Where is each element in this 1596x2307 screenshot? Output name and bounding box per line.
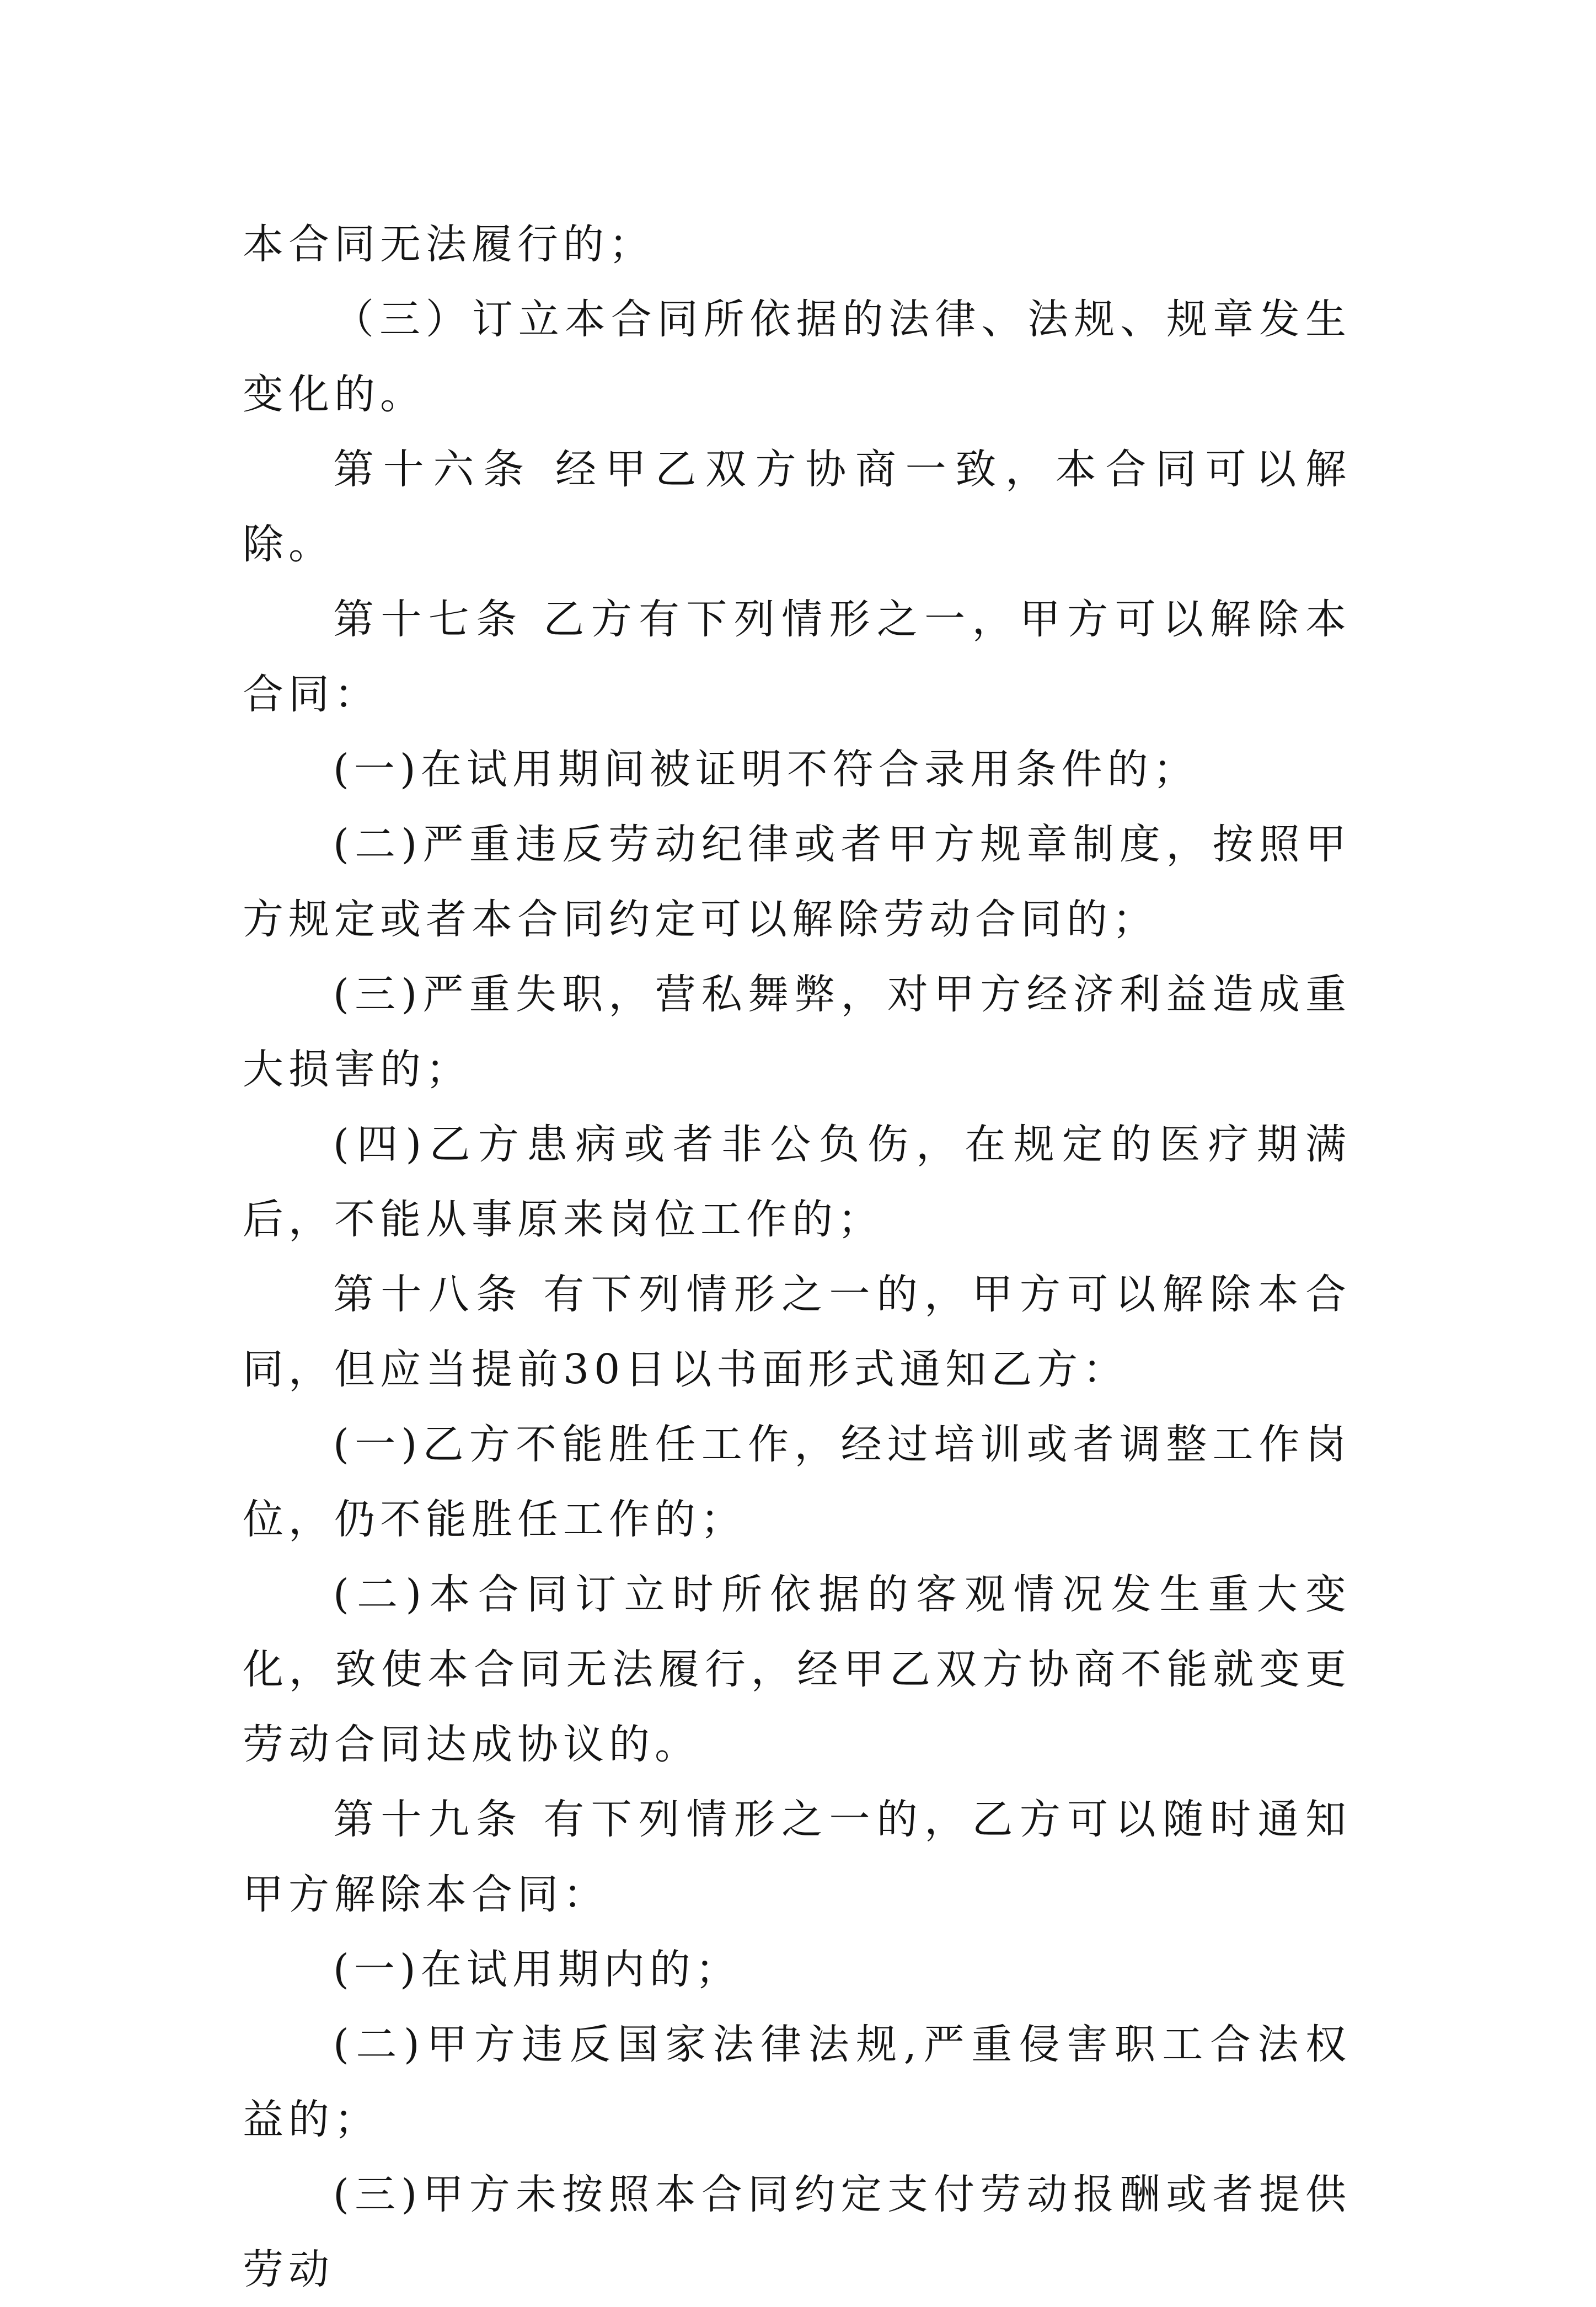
paragraph-article-17-item-2: (二)严重违反劳动纪律或者甲方规章制度，按照甲方规定或者本合同约定可以解除劳动合同的； xyxy=(243,821,1351,943)
paragraph-article-18-item-2: (二)本合同订立时所依据的客观情况发生重大变化，致使本合同无法履行，经甲乙双方协商不能就变更劳动合同达成协议的。 xyxy=(243,1571,1351,1768)
paragraph-article-17-item-3: (三)严重失职，营私舞弊，对甲方经济利益造成重大损害的； xyxy=(243,971,1351,1093)
paragraph-article-18-item-1: (一)乙方不能胜任工作，经过培训或者调整工作岗位，仍不能胜任工作的； xyxy=(243,1421,1351,1543)
document-body xyxy=(243,207,1351,2307)
paragraph-continuation: 本合同无法履行的； xyxy=(243,221,655,268)
paragraph-article-19-item-1: (一)在试用期内的； xyxy=(333,1946,741,1993)
paragraph-article-19-item-2: (二)甲方违反国家法律法规,严重侵害职工合法权益的； xyxy=(243,2021,1351,2143)
paragraph-item-3-legal-change: （三）订立本合同所依据的法律、法规、规章发生变化的。 xyxy=(243,296,1351,418)
paragraph-article-16: 第十六条 经甲乙双方协商一致，本合同可以解除。 xyxy=(243,446,1351,568)
paragraph-article-18: 第十八条 有下列情形之一的，甲方可以解除本合同，但应当提前30日以书面形式通知乙方： xyxy=(243,1271,1351,1393)
paragraph-article-17-item-1: (一)在试用期间被证明不符合录用条件的； xyxy=(333,746,1199,793)
paragraph-article-19-item-3: (三)甲方未按照本合同约定支付劳动报酬或者提供劳动 xyxy=(243,2171,1351,2293)
paragraph-article-19: 第十九条 有下列情形之一的，乙方可以随时通知甲方解除本合同： xyxy=(243,1796,1351,1918)
paragraph-article-17: 第十七条 乙方有下列情形之一，甲方可以解除本合同： xyxy=(243,596,1351,718)
paragraph-article-17-item-4: (四)乙方患病或者非公负伤，在规定的医疗期满后，不能从事原来岗位工作的； xyxy=(243,1121,1351,1243)
